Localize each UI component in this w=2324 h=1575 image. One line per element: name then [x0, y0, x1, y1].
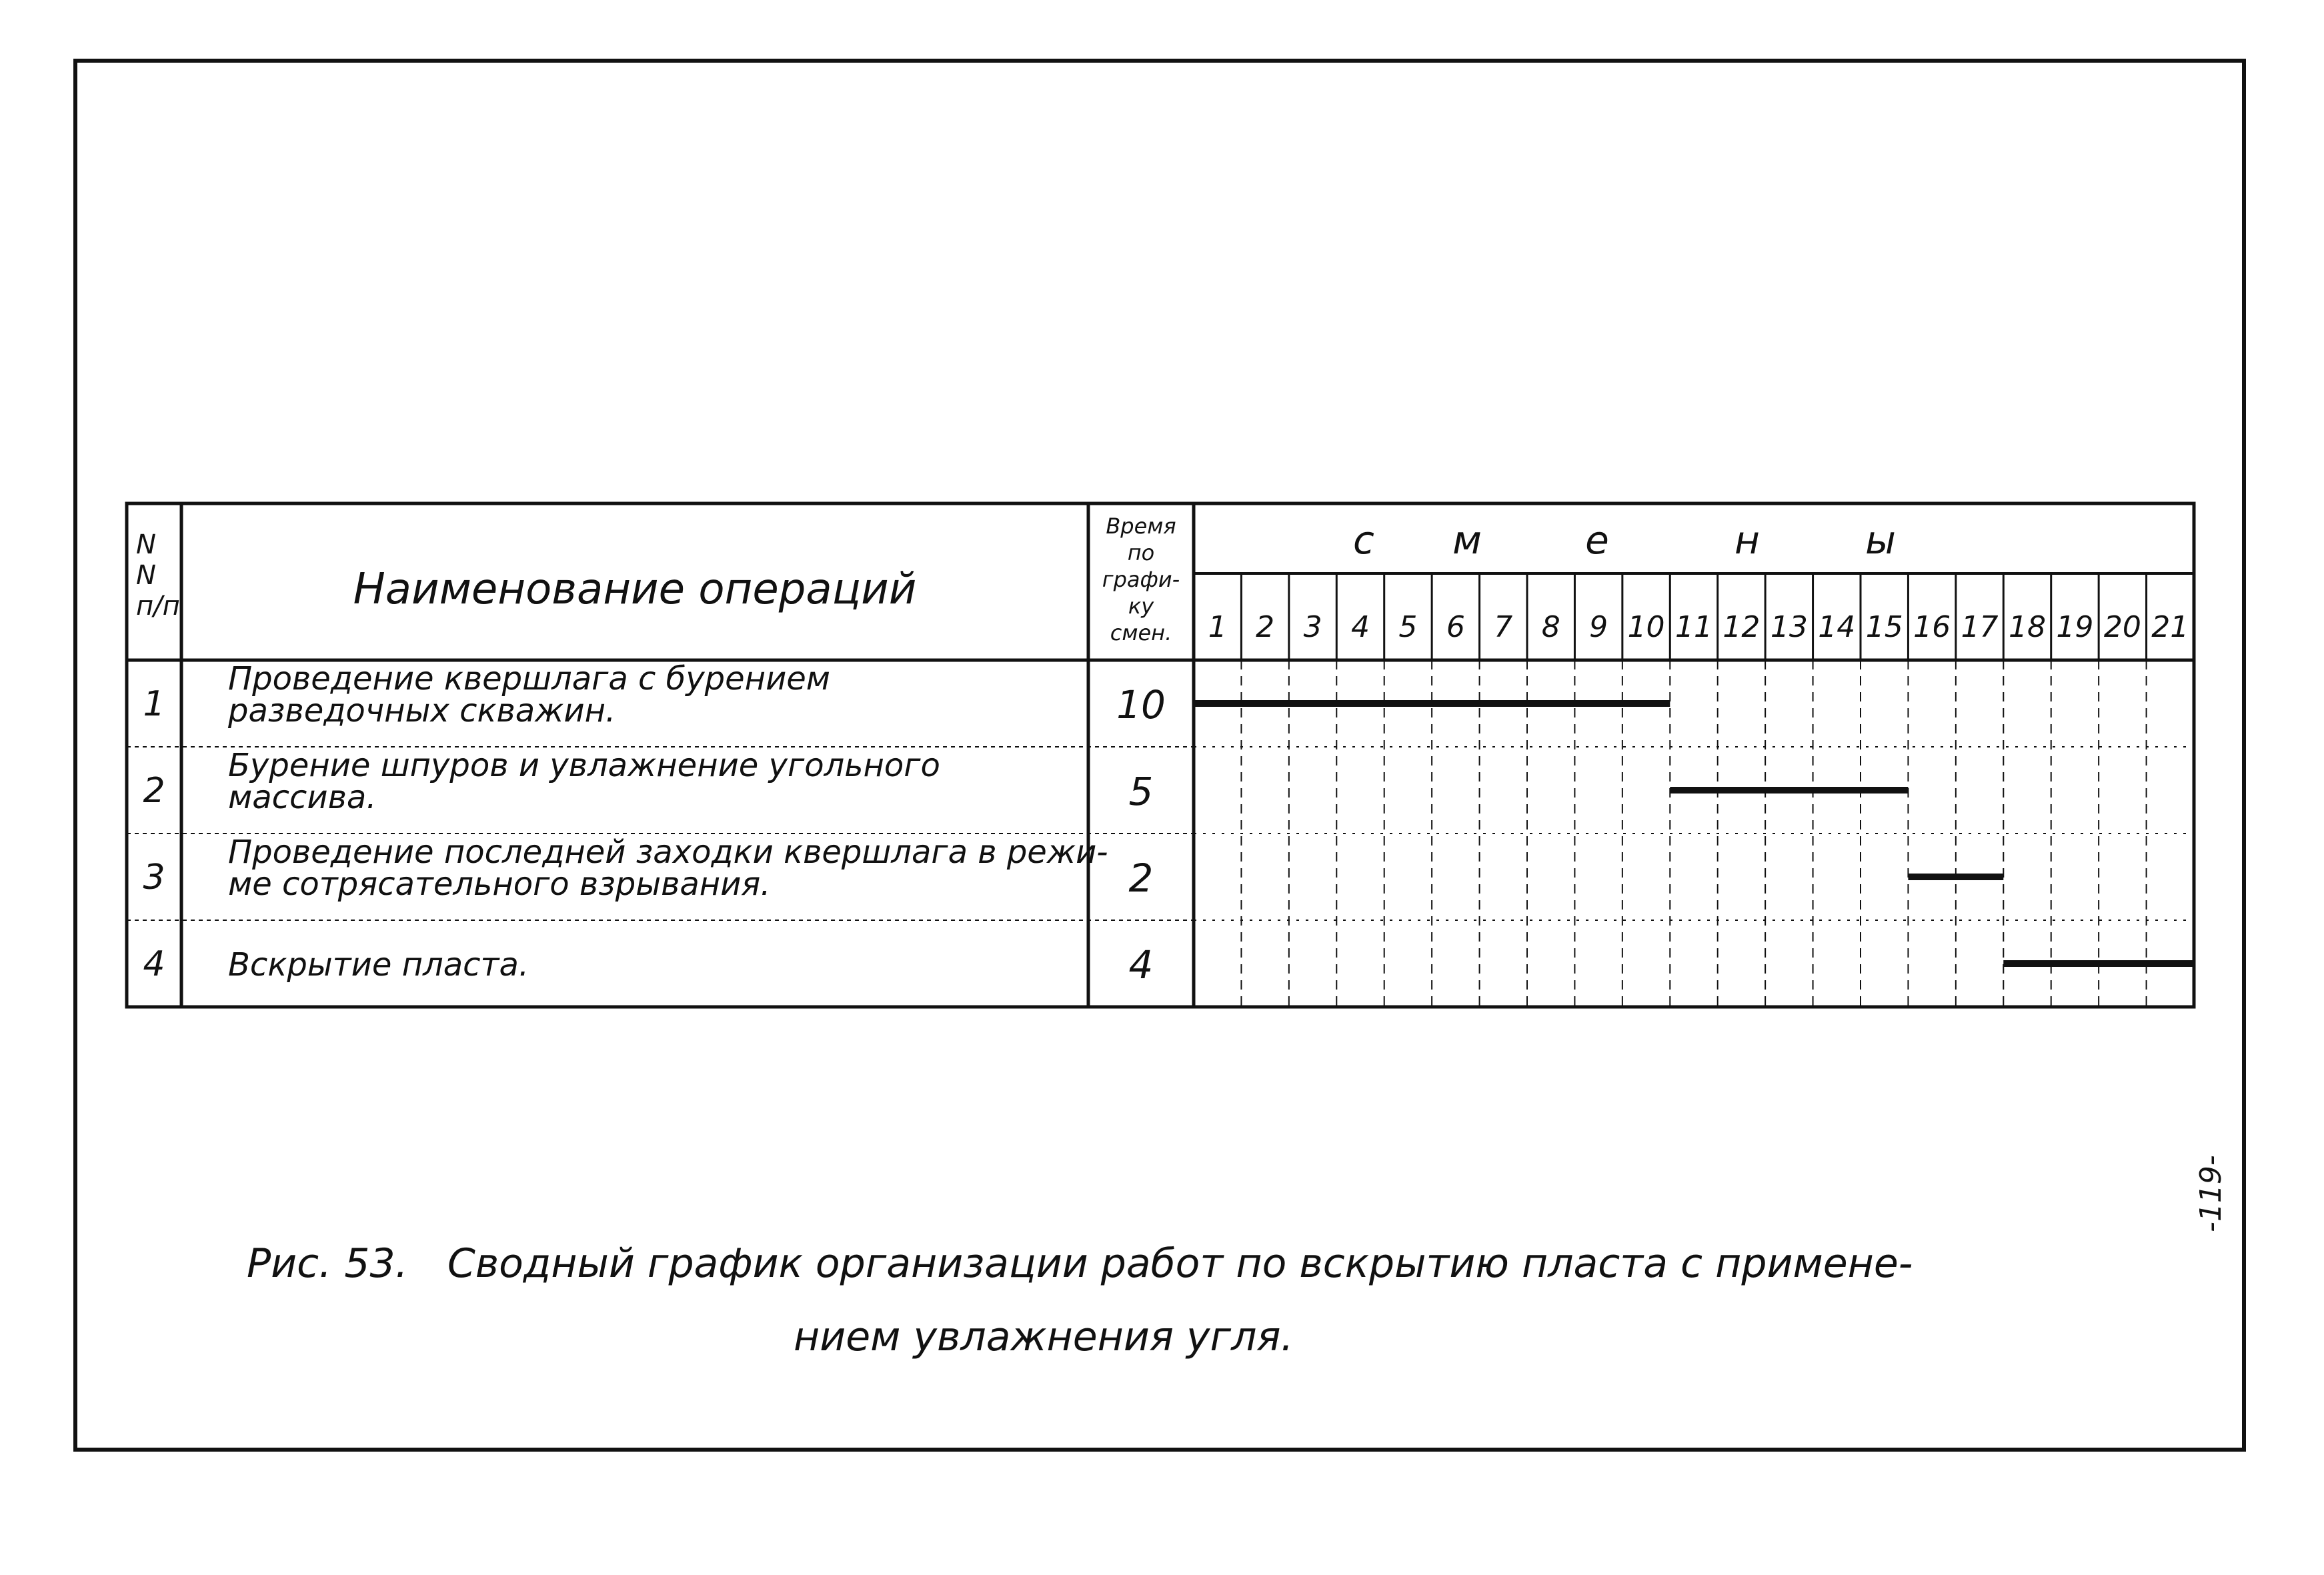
num-header-text: N: [136, 529, 156, 560]
shift-number-label: 18: [2009, 610, 2046, 644]
operation-name: разведочных скважин.: [228, 692, 616, 729]
shift-number-label: 7: [1494, 610, 1513, 644]
shifts-title-letter: н: [1734, 517, 1760, 563]
caption-line-2: нием увлажнения угля.: [794, 1314, 1294, 1360]
shift-number-label: 21: [2151, 610, 2189, 644]
shifts-title-letter: е: [1585, 517, 1609, 563]
time-header-text: смен.: [1110, 620, 1172, 645]
shift-number-label: 3: [1303, 610, 1322, 644]
duration-value: 5: [1128, 769, 1154, 814]
duration-value: 2: [1128, 856, 1154, 901]
shift-number-label: 10: [1627, 610, 1665, 644]
time-header-text: графи-: [1102, 567, 1180, 592]
shifts-title-letter: с: [1353, 517, 1374, 563]
operation-name: Проведение последней заходки квершлага в режи-: [228, 834, 1108, 871]
shift-number-label: 6: [1446, 610, 1465, 644]
row-number: 2: [143, 771, 165, 811]
figure-caption: [247, 1227, 2181, 1374]
duration-value: 4: [1128, 942, 1154, 988]
row-number: 4: [143, 944, 165, 984]
duration-value: 10: [1116, 682, 1166, 727]
shift-number-label: 19: [2056, 610, 2094, 644]
caption-label: Рис. 53.: [247, 1240, 408, 1287]
shift-number-label: 2: [1256, 610, 1275, 644]
shifts-title-letter: ы: [1865, 517, 1896, 563]
time-header-text: по: [1127, 540, 1155, 565]
row-number: 1: [143, 684, 165, 724]
shift-number-label: 16: [1913, 610, 1951, 644]
shift-number-label: 8: [1541, 610, 1560, 644]
operation-name: Проведение квершлага с бурением: [228, 660, 830, 697]
shift-number-label: 5: [1398, 610, 1418, 644]
name-header-text: Наименование операций: [353, 565, 917, 614]
shift-number-label: 13: [1770, 610, 1808, 644]
operation-name: Вскрытие пласта.: [228, 946, 529, 984]
shift-number-label: 4: [1351, 610, 1370, 644]
shift-number-label: 11: [1675, 610, 1712, 644]
operation-name: массива.: [228, 779, 377, 816]
shift-number-label: 17: [1961, 610, 1999, 644]
num-header-text: N: [136, 560, 156, 591]
operation-name: Бурение шпуров и увлажнение угольного: [228, 747, 940, 784]
shift-number-label: 14: [1818, 610, 1856, 644]
shift-number-label: 20: [2103, 610, 2141, 644]
num-header-text: п/п: [136, 591, 180, 621]
operation-name: ме сотрясательного взрывания.: [228, 866, 771, 903]
time-header-text: ку: [1128, 593, 1154, 619]
shift-number-label: 15: [1865, 610, 1903, 644]
caption-line-1: Сводный график организации работ по вскрытию пласта с примене-: [447, 1240, 1913, 1287]
row-number: 3: [143, 858, 165, 898]
page-number: -119-: [2194, 1155, 2228, 1232]
time-header-text: Время: [1106, 513, 1176, 539]
shift-number-label: 9: [1589, 610, 1608, 644]
shifts-title-letter: м: [1452, 517, 1482, 563]
shift-number-label: 1: [1208, 610, 1227, 644]
shift-number-label: 12: [1722, 610, 1761, 644]
